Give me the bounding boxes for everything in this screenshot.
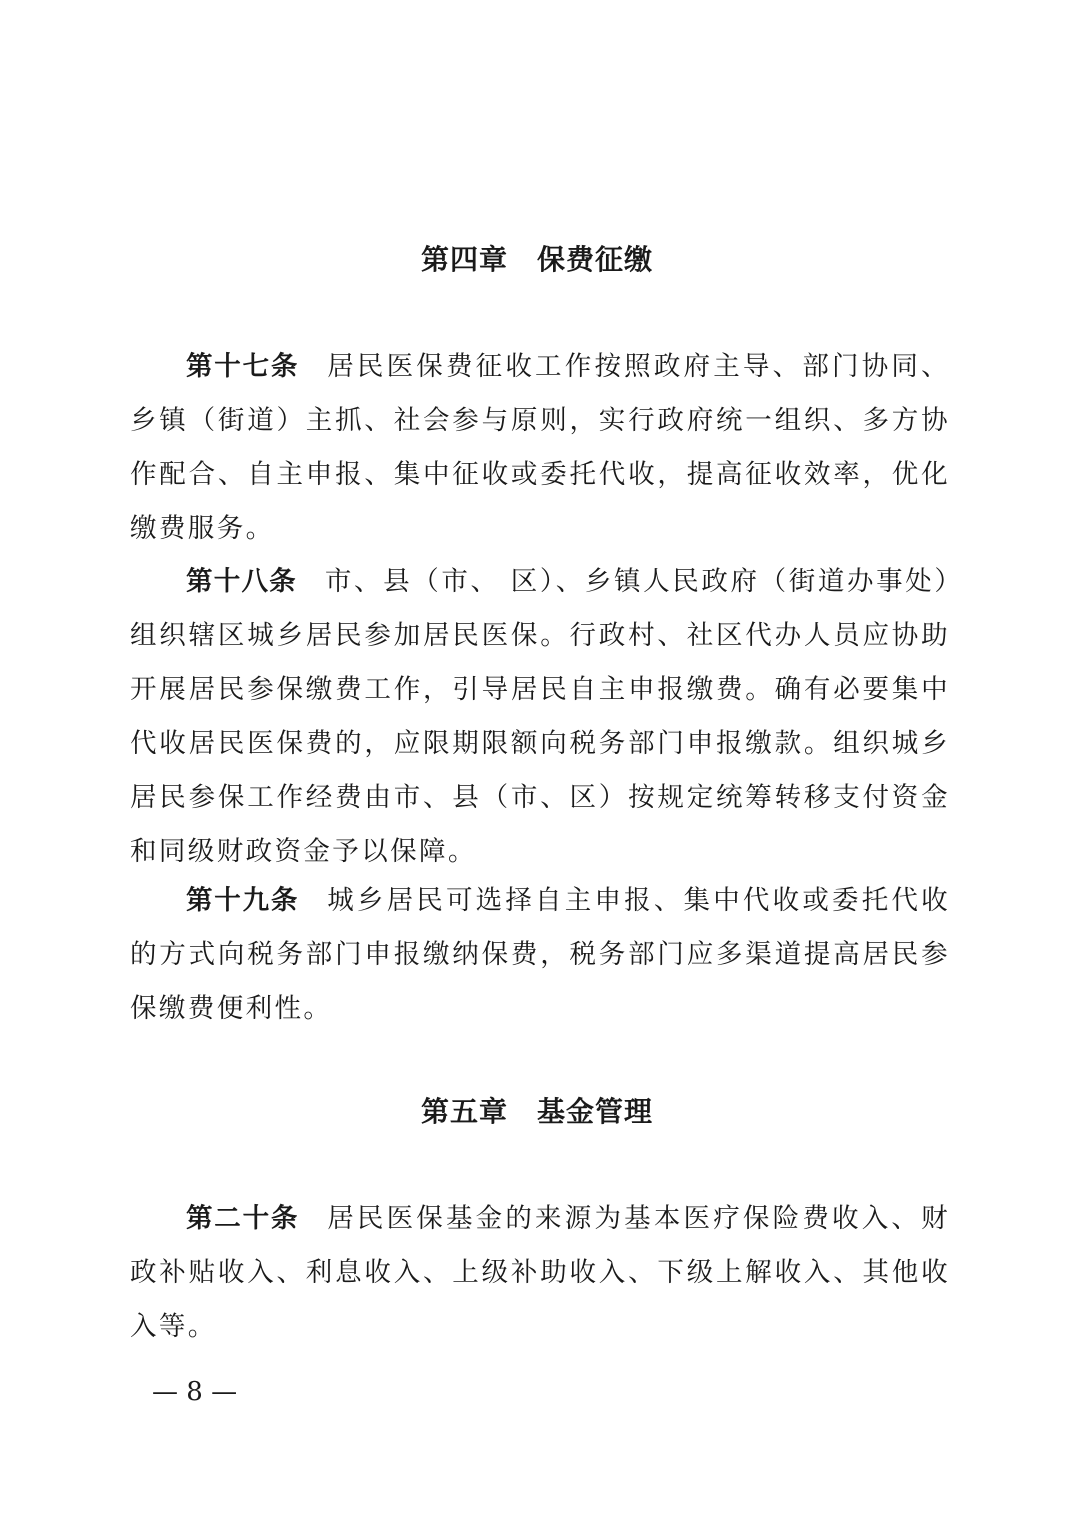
article-17 [130,340,950,556]
article-text: 市、县（市、 区）、乡镇人民政府（街道办事处）组织辖区城乡居民参加居民医保。行政村、社区代办人员应协助开展居民参保缴费工作，引导居民自主申报缴费。确有必要集中代收居民医保费的，应限期限额向税务部门申报缴款。组织城乡居民参保工作经费由市、县（市、区）按规定统筹转移支付资金和同级财政资金予以保障。 [130,566,951,867]
article-18 [130,555,950,879]
article-20 [130,1192,950,1354]
article-number: 第二十条 [186,1203,300,1234]
article-19 [130,874,950,1036]
article-text: 城乡居民可选择自主申报、集中代收或委托代收的方式向税务部门申报缴纳保费，税务部门应多渠道提高居民参保缴费便利性。 [130,885,950,1024]
article-number: 第十八条 [186,566,297,597]
page-number: — 8 — [152,1377,238,1407]
chapter-title-5: 第五章 基金管理 [420,1095,653,1128]
chapter-title-4: 第四章 保费征缴 [420,243,653,276]
article-number: 第十九条 [186,885,300,916]
article-text: 居民医保基金的来源为基本医疗保险费收入、财政补贴收入、利息收入、上级补助收入、下级上解收入、其他收入等。 [130,1203,950,1342]
article-text: 居民医保费征收工作按照政府主导、部门协同、乡镇（街道）主抓、社会参与原则，实行政府统一组织、多方协作配合、自主申报、集中征收或委托代收，提高征收效率，优化缴费服务。 [130,351,950,544]
article-number: 第十七条 [186,351,300,382]
